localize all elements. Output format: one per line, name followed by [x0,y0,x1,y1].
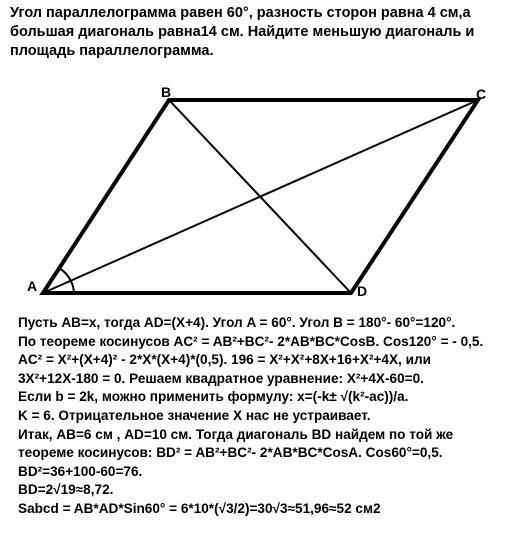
problem-line: Угол параллелограмма равен 60°, разность сторон равна 4 см,а [10,5,471,21]
solution-text [18,314,528,519]
problem-line: большая диагональ равна14 см. Найдите меньшую диагональ и [10,24,475,40]
solution-line: AC² = X²+(X+4)² - 2*X*(X+4)*(0,5). 196 = X²+X²+8X+16+X²+4X, или [18,352,431,368]
solution-line: BD²=36+100-60=76. [18,463,143,479]
solution-line: 3X²+12X-180 = 0. Решаем квадратное уравнение: X²+4X-60=0. [18,370,424,386]
problem-statement [10,4,525,61]
vertex-label-d: D [357,283,368,299]
solution-line: Sabcd = AB*AD*Sin60° = 6*10*(√3/2)=30√3≈51,96≈52 см2 [18,500,381,516]
parallelogram-figure [0,78,531,308]
vertex-label-c: C [476,86,487,102]
solution-line: По теореме косинусов AC² = AB²+BC²- 2*AB*BC*CosB. Cos120° = - 0,5. [18,333,484,349]
solution-line: Итак, AB=6 см , AD=10 см. Тогда диагональ BD найдем по той же [18,426,454,442]
vertex-label-b: B [161,84,172,100]
problem-line: площадь параллелограмма. [10,43,214,59]
solution-line: теореме косинусов: BD² = AB²+BC²- 2*AB*BC*CosA. Cos60°=0,5. [18,445,443,461]
solution-line: BD=2√19≈8,72. [18,482,114,498]
vertex-label-a: A [27,278,38,294]
solution-line: Если b = 2k, можно применить формулу: x=(-k± √(k²-ac))/a. [18,389,409,405]
solution-line: Пусть AB=x, тогда AD=(X+4). Угол A = 60°. Угол B = 180°- 60°=120°. [18,315,456,330]
solution-line: K = 6. Отрицательное значение X нас не устраивает. [18,407,371,423]
angle-a-arc [59,268,74,293]
diagonal-bd [169,100,351,293]
